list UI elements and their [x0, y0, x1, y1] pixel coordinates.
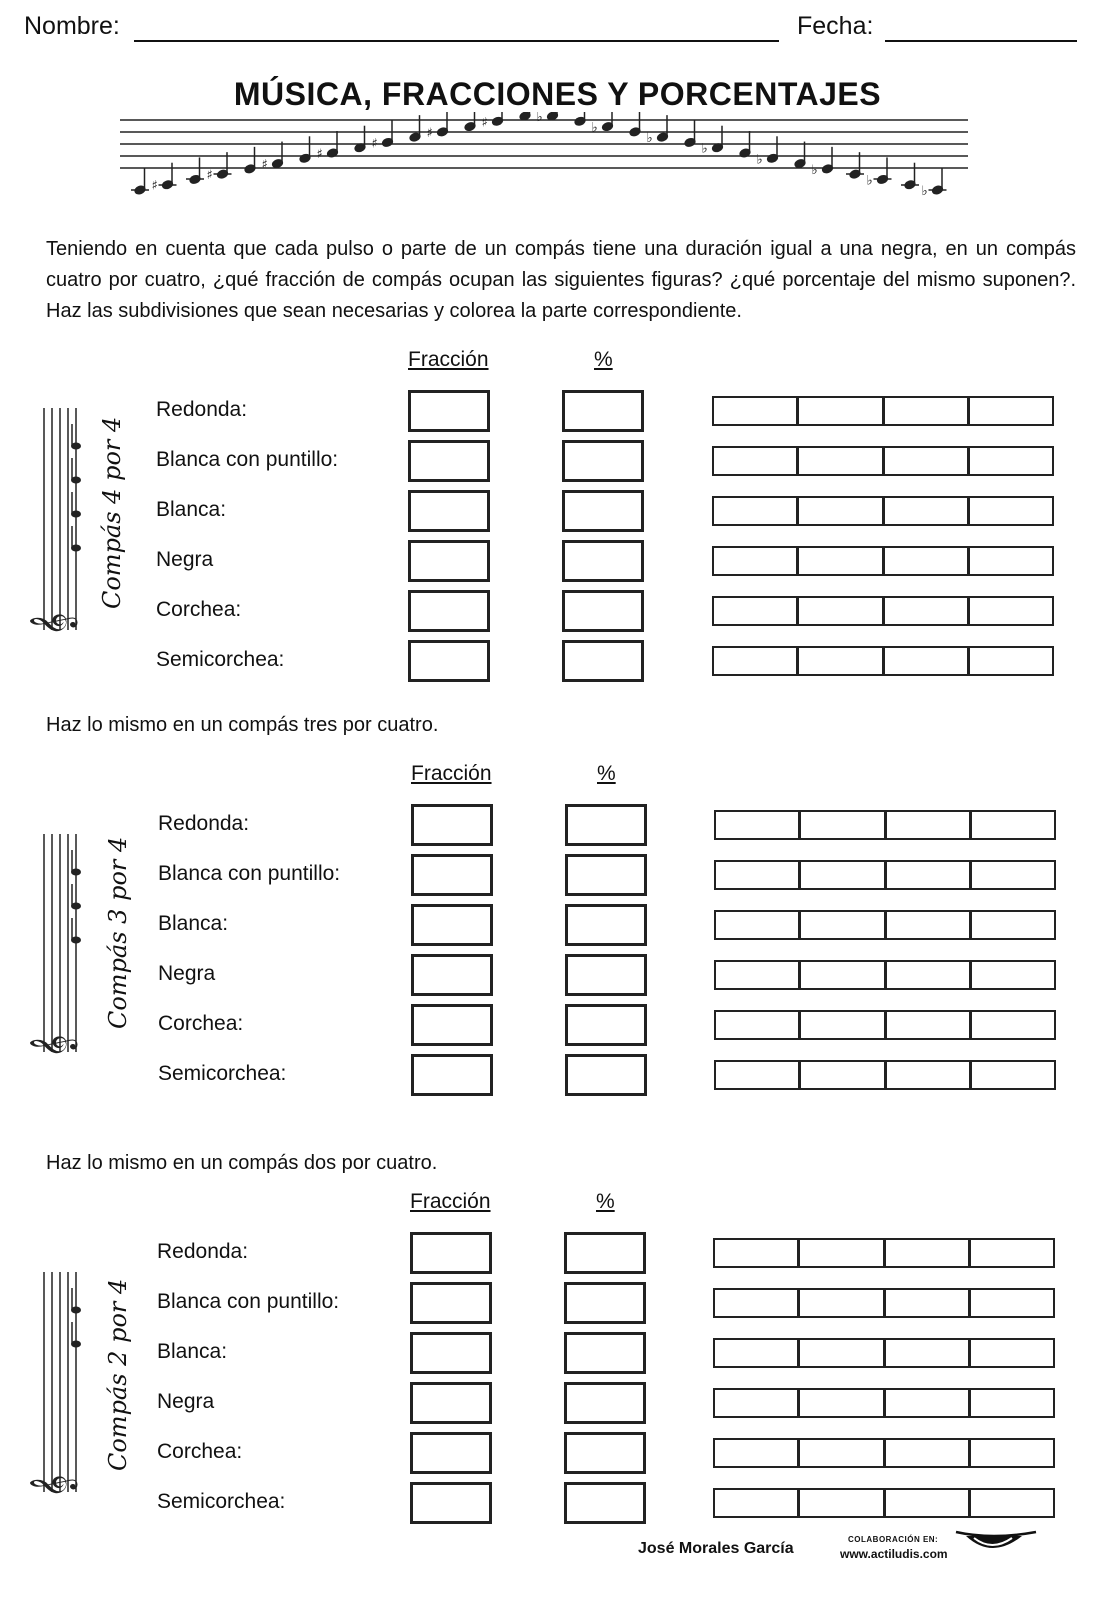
measure-cell[interactable]: [800, 1490, 885, 1516]
percent-answer-box[interactable]: [565, 854, 647, 896]
measure-cell[interactable]: [971, 1390, 1053, 1416]
percent-answer-box[interactable]: [565, 1054, 647, 1096]
measure-cell[interactable]: [887, 1012, 972, 1038]
measure-cell[interactable]: [716, 812, 801, 838]
figure-label: Redonda:: [158, 812, 250, 835]
measure-cell[interactable]: [887, 912, 972, 938]
measure-cell[interactable]: [799, 498, 884, 524]
fraction-answer-box[interactable]: [411, 1054, 493, 1096]
measure-cells: [714, 860, 1056, 890]
measure-cell[interactable]: [714, 398, 799, 424]
svg-text:♯: ♯: [261, 157, 268, 173]
measure-cells: [713, 1488, 1055, 1518]
measure-cell[interactable]: [799, 398, 884, 424]
fraction-answer-box[interactable]: [410, 1482, 492, 1524]
figure-label: Blanca:: [157, 1340, 228, 1363]
page-title: MÚSICA, FRACCIONES Y PORCENTAJES: [233, 76, 882, 112]
percent-answer-box[interactable]: [562, 590, 644, 632]
measure-cell[interactable]: [972, 812, 1054, 838]
vertical-staff-icon: [30, 408, 90, 640]
measure-cell[interactable]: [716, 912, 801, 938]
measure-cell[interactable]: [800, 1440, 885, 1466]
measure-cell[interactable]: [715, 1240, 800, 1266]
svg-text:♭: ♭: [536, 112, 543, 125]
svg-text:♯: ♯: [316, 147, 323, 162]
figure-label: Semicorchea:: [156, 648, 285, 671]
measure-cell[interactable]: [716, 1012, 801, 1038]
figure-label: Corchea:: [158, 1012, 244, 1035]
measure-cell[interactable]: [799, 548, 884, 574]
figure-label: Blanca con puntillo:: [156, 448, 339, 471]
measure-cell[interactable]: [970, 498, 1052, 524]
percent-answer-box[interactable]: [564, 1482, 646, 1524]
svg-text:♭: ♭: [591, 120, 598, 136]
measure-cell[interactable]: [800, 1240, 885, 1266]
measure-cells: [714, 1010, 1056, 1040]
measure-cell[interactable]: [799, 598, 884, 624]
measure-cell[interactable]: [886, 1240, 971, 1266]
measure-cell[interactable]: [972, 962, 1054, 988]
name-field[interactable]: [134, 40, 779, 42]
fraction-answer-box[interactable]: [408, 640, 490, 682]
measure-cell[interactable]: [971, 1490, 1053, 1516]
figure-label: Redonda:: [157, 1240, 249, 1263]
svg-text:𝄞: 𝄞: [30, 612, 76, 636]
section-intro: Haz lo mismo en un compás dos por cuatro.: [46, 1152, 438, 1174]
measure-cell[interactable]: [970, 548, 1052, 574]
measure-cell[interactable]: [714, 448, 799, 474]
vertical-staff-icon: [30, 834, 90, 1062]
figure-label: Corchea:: [157, 1440, 243, 1463]
measure-cell[interactable]: [885, 448, 970, 474]
measure-cells: [713, 1388, 1055, 1418]
percent-answer-box[interactable]: [564, 1232, 646, 1274]
percent-answer-box[interactable]: [562, 440, 644, 482]
figure-label: Blanca:: [156, 498, 227, 521]
instructions-text: Teniendo en cuenta que cada pulso o parte de un compás tiene una duración igual a una negra, en un compás cuatro por cuatro, ¿qué fracción de compás ocupan las siguientes figuras? ¿qué porcentaje del mismo suponen?. Haz las subdivisiones que sean necesarias y colorea la parte correspondiente.: [46, 238, 1076, 322]
fraction-answer-box[interactable]: [408, 540, 490, 582]
measure-cells: [714, 810, 1056, 840]
percent-answer-box[interactable]: [562, 540, 644, 582]
fraction-answer-box[interactable]: [411, 804, 493, 846]
percent-answer-box[interactable]: [565, 904, 647, 946]
measure-cells: [712, 496, 1054, 526]
measure-cells: [712, 646, 1054, 676]
measure-cells: [713, 1288, 1055, 1318]
percent-answer-box[interactable]: [564, 1432, 646, 1474]
svg-text:♭: ♭: [756, 152, 763, 168]
measure-cell[interactable]: [801, 1062, 886, 1088]
percent-column-header: %: [594, 348, 613, 371]
measure-cells: [713, 1438, 1055, 1468]
measure-cells: [712, 396, 1054, 426]
name-label: Nombre:: [24, 12, 120, 40]
svg-text:𝄞: 𝄞: [30, 1034, 76, 1058]
measure-cell[interactable]: [715, 1440, 800, 1466]
fraction-answer-box[interactable]: [410, 1282, 492, 1324]
measure-cell[interactable]: [715, 1490, 800, 1516]
measure-cell[interactable]: [801, 962, 886, 988]
percent-answer-box[interactable]: [564, 1382, 646, 1424]
measure-cell[interactable]: [970, 398, 1052, 424]
fraction-answer-box[interactable]: [410, 1432, 492, 1474]
vertical-staff-icon: [30, 1272, 90, 1502]
measure-cell[interactable]: [970, 448, 1052, 474]
percent-answer-box[interactable]: [565, 1004, 647, 1046]
percent-column-header: %: [596, 1190, 615, 1213]
measure-cells: [712, 446, 1054, 476]
collab-label: COLABORACIÓN EN:: [848, 1535, 939, 1544]
percent-answer-box[interactable]: [564, 1282, 646, 1324]
measure-cell[interactable]: [801, 812, 886, 838]
measure-cell[interactable]: [971, 1240, 1053, 1266]
fraction-answer-box[interactable]: [411, 904, 493, 946]
measure-cell[interactable]: [887, 962, 972, 988]
measure-cell[interactable]: [971, 1290, 1053, 1316]
measure-cell[interactable]: [887, 1062, 972, 1088]
measure-cell[interactable]: [971, 1440, 1053, 1466]
percent-answer-box[interactable]: [564, 1332, 646, 1374]
figure-label: Corchea:: [156, 598, 242, 621]
fraction-answer-box[interactable]: [411, 954, 493, 996]
fraction-column-header: Fracción: [408, 348, 489, 371]
measure-cells: [712, 546, 1054, 576]
measure-cell[interactable]: [885, 398, 970, 424]
fraction-answer-box[interactable]: [408, 590, 490, 632]
measure-cell[interactable]: [886, 1390, 971, 1416]
measure-cell[interactable]: [970, 648, 1052, 674]
svg-text:♯: ♯: [151, 178, 158, 194]
measure-cell[interactable]: [715, 1340, 800, 1366]
measure-cells: [714, 960, 1056, 990]
measure-cells: [712, 596, 1054, 626]
time-signature-label: Compás 4 por 4: [98, 416, 126, 609]
svg-text:♭: ♭: [811, 162, 818, 178]
author-name: José Morales García: [638, 1540, 794, 1557]
measure-cell[interactable]: [972, 1062, 1054, 1088]
measure-cell[interactable]: [799, 648, 884, 674]
svg-text:♭: ♭: [701, 141, 708, 157]
svg-text:♯: ♯: [371, 136, 378, 152]
percent-answer-box[interactable]: [565, 954, 647, 996]
measure-cell[interactable]: [886, 1490, 971, 1516]
svg-text:♯: ♯: [426, 125, 433, 141]
figure-label: Blanca con puntillo:: [158, 862, 341, 885]
figure-label: Negra: [157, 1390, 215, 1413]
svg-text:♭: ♭: [646, 131, 653, 147]
measure-cell[interactable]: [885, 648, 970, 674]
percent-answer-box[interactable]: [562, 390, 644, 432]
figure-label: Redonda:: [156, 398, 248, 421]
fraction-answer-box[interactable]: [410, 1382, 492, 1424]
measure-cell[interactable]: [972, 862, 1054, 888]
measure-cell[interactable]: [800, 1340, 885, 1366]
svg-text:♯: ♯: [481, 115, 488, 131]
measure-cell[interactable]: [715, 1390, 800, 1416]
fraction-answer-box[interactable]: [410, 1232, 492, 1274]
time-signature-label: Compás 2 por 4: [104, 1278, 132, 1471]
fraction-column-header: Fracción: [410, 1190, 491, 1213]
measure-cell[interactable]: [714, 498, 799, 524]
figure-label: Semicorchea:: [157, 1490, 286, 1513]
date-field[interactable]: [885, 40, 1077, 42]
measure-cell[interactable]: [885, 598, 970, 624]
svg-text:𝄞: 𝄞: [30, 1474, 76, 1498]
measure-cell[interactable]: [801, 862, 886, 888]
measure-cell[interactable]: [885, 548, 970, 574]
measure-cell[interactable]: [972, 912, 1054, 938]
percent-column-header: %: [597, 762, 616, 785]
measure-cell[interactable]: [716, 962, 801, 988]
measure-cell[interactable]: [970, 598, 1052, 624]
percent-answer-box[interactable]: [562, 490, 644, 532]
staff-notes-illustration: [120, 112, 970, 208]
fraction-answer-box[interactable]: [411, 854, 493, 896]
measure-cell[interactable]: [714, 598, 799, 624]
fraction-answer-box[interactable]: [408, 490, 490, 532]
measure-cell[interactable]: [715, 1290, 800, 1316]
measure-cell[interactable]: [800, 1290, 885, 1316]
date-label: Fecha:: [797, 12, 874, 40]
website-url[interactable]: www.actiludis.com: [840, 1547, 948, 1561]
fraction-answer-box[interactable]: [408, 390, 490, 432]
fraction-answer-box[interactable]: [408, 440, 490, 482]
measure-cell[interactable]: [799, 448, 884, 474]
measure-cell[interactable]: [800, 1390, 885, 1416]
svg-text:♭: ♭: [866, 173, 873, 189]
measure-cell[interactable]: [887, 862, 972, 888]
measure-cell[interactable]: [972, 1012, 1054, 1038]
fraction-answer-box[interactable]: [410, 1332, 492, 1374]
measure-cell[interactable]: [887, 812, 972, 838]
fraction-column-header: Fracción: [411, 762, 492, 785]
svg-text:♭: ♭: [921, 184, 928, 199]
figure-label: Negra: [156, 548, 214, 571]
measure-cell[interactable]: [971, 1340, 1053, 1366]
percent-answer-box[interactable]: [565, 804, 647, 846]
actiludis-logo-icon: [952, 1526, 1042, 1560]
measure-cells: [714, 1060, 1056, 1090]
measure-cell[interactable]: [886, 1440, 971, 1466]
measure-cells: [713, 1338, 1055, 1368]
figure-label: Semicorchea:: [158, 1062, 287, 1085]
measure-cells: [714, 910, 1056, 940]
time-signature-label: Compás 3 por 4: [104, 836, 132, 1029]
measure-cell[interactable]: [885, 498, 970, 524]
figure-label: Negra: [158, 962, 216, 985]
measure-cell[interactable]: [714, 548, 799, 574]
measure-cell[interactable]: [714, 648, 799, 674]
svg-text:♯: ♯: [206, 168, 213, 184]
fraction-answer-box[interactable]: [411, 1004, 493, 1046]
measure-cell[interactable]: [886, 1340, 971, 1366]
measure-cell[interactable]: [801, 1012, 886, 1038]
figure-label: Blanca con puntillo:: [157, 1290, 340, 1313]
measure-cell[interactable]: [716, 1062, 801, 1088]
measure-cells: [713, 1238, 1055, 1268]
measure-cell[interactable]: [716, 862, 801, 888]
measure-cell[interactable]: [886, 1290, 971, 1316]
percent-answer-box[interactable]: [562, 640, 644, 682]
section-intro: Haz lo mismo en un compás tres por cuatro.: [46, 714, 439, 736]
measure-cell[interactable]: [801, 912, 886, 938]
figure-label: Blanca:: [158, 912, 229, 935]
